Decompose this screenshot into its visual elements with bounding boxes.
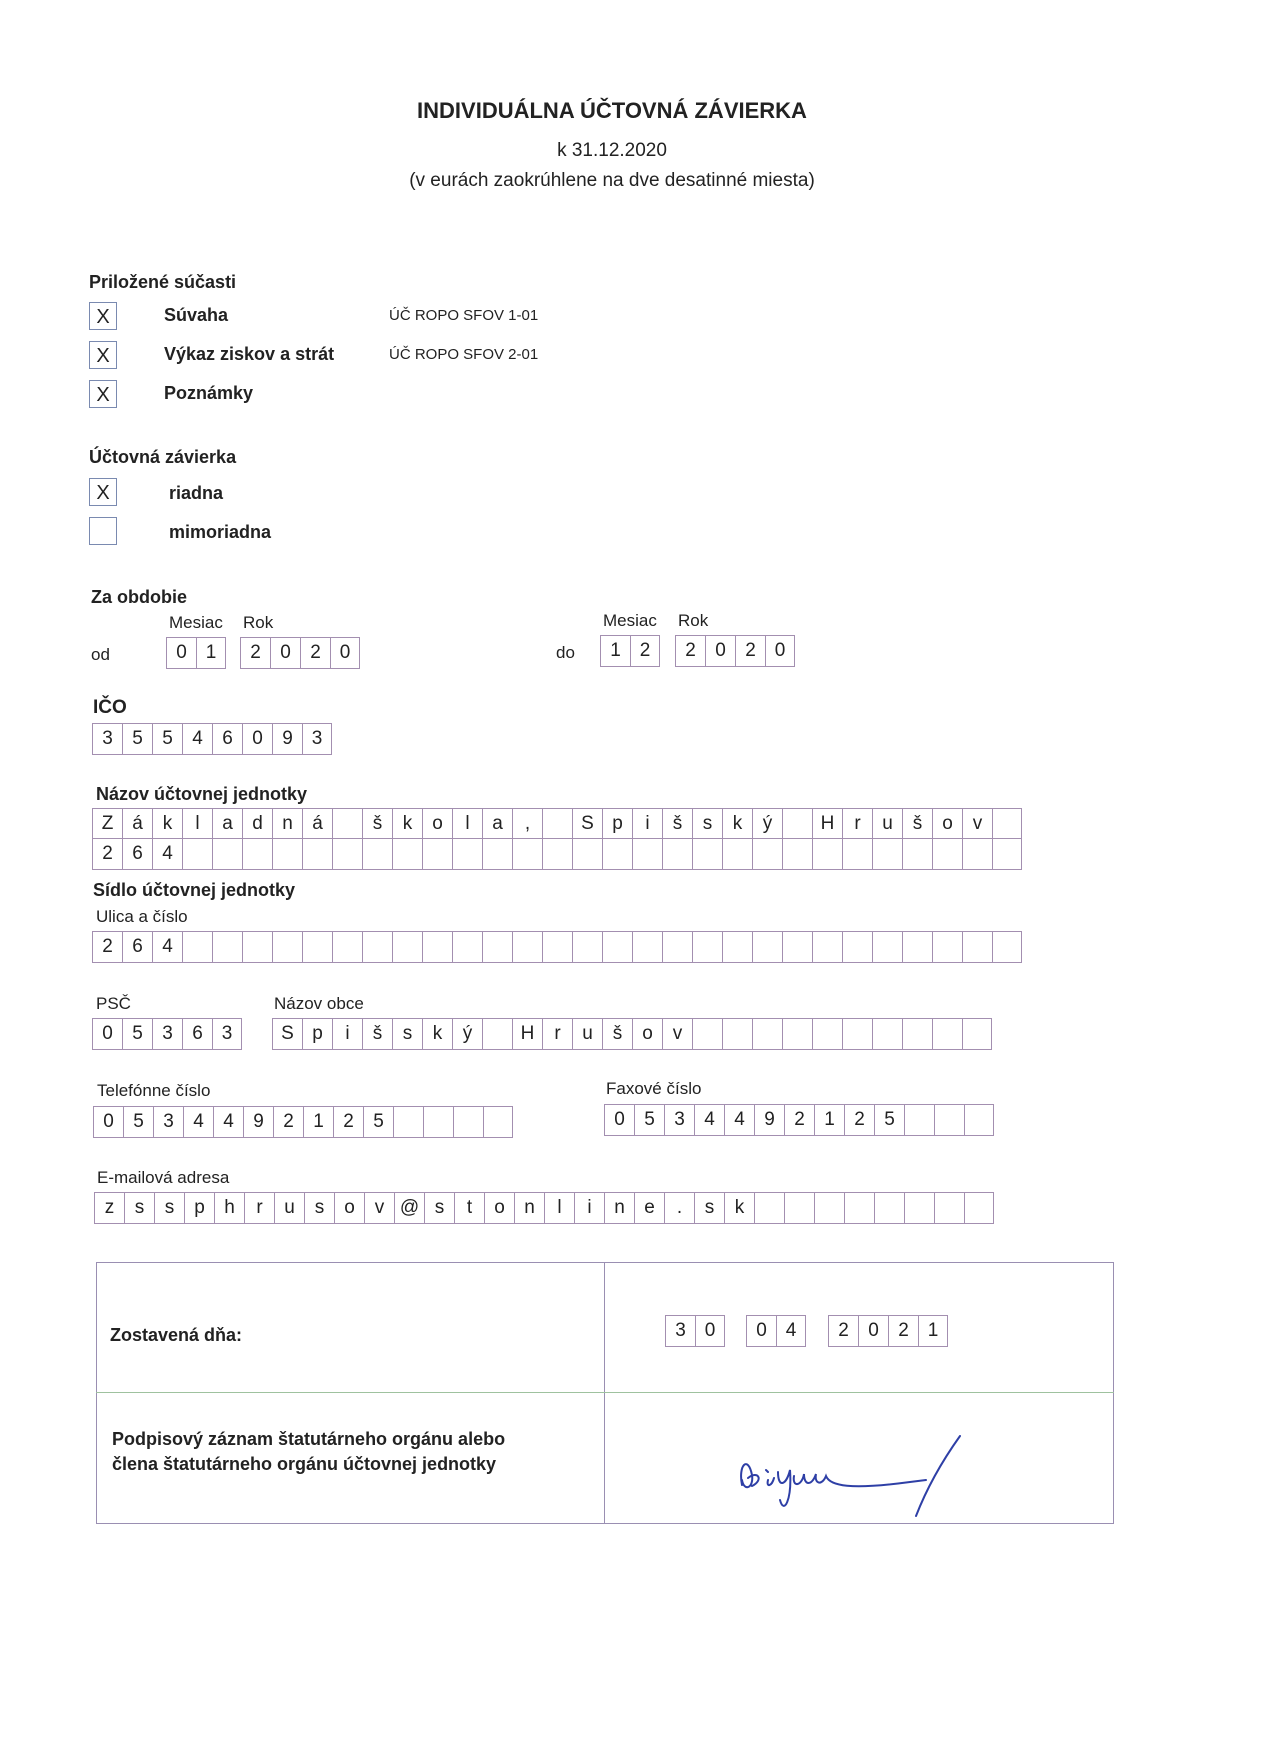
char-cell[interactable] [422,931,452,963]
char-cell[interactable]: 9 [272,723,302,755]
char-cell[interactable] [482,1018,512,1050]
char-cell[interactable]: 0 [765,635,795,667]
attachment-label-vykaz: Výkaz ziskov a strát [164,344,335,364]
char-cell[interactable] [212,931,242,963]
char-cell[interactable]: š [662,808,692,840]
entity-name-label: Názov účtovnej jednotky [96,784,308,804]
phone-field[interactable] [93,1106,513,1138]
char-cell[interactable]: š [362,808,392,840]
from-month-field[interactable] [166,637,226,669]
char-cell[interactable]: n [272,808,302,840]
char-cell[interactable]: 5 [123,1106,153,1138]
char-cell[interactable] [242,931,272,963]
char-cell[interactable]: s [424,1192,454,1224]
char-cell[interactable] [512,931,542,963]
from-month-label: Mesiac [169,613,223,632]
char-cell[interactable]: 0 [92,1018,122,1050]
char-cell[interactable]: 2 [888,1315,918,1347]
char-cell[interactable] [722,838,752,870]
char-cell[interactable]: 2 [92,931,122,963]
compiled-month-field[interactable] [746,1315,806,1347]
char-cell[interactable]: 4 [183,1106,213,1138]
char-cell[interactable]: Z [92,808,122,840]
to-month-label: Mesiac [603,611,657,630]
char-cell[interactable] [752,931,782,963]
char-cell[interactable] [844,1192,874,1224]
char-cell[interactable]: p [302,1018,332,1050]
char-cell[interactable]: 6 [122,931,152,963]
char-cell[interactable] [392,931,422,963]
char-cell[interactable]: 3 [212,1018,242,1050]
fax-label: Faxové číslo [606,1079,702,1098]
char-cell[interactable] [512,838,542,870]
char-cell[interactable] [482,838,512,870]
checkbox-vykaz[interactable]: X [89,341,117,369]
char-cell[interactable]: k [722,808,752,840]
char-cell[interactable] [812,931,842,963]
from-label: od [91,645,110,664]
char-cell[interactable]: 0 [93,1106,123,1138]
char-cell[interactable]: v [662,1018,692,1050]
char-cell[interactable]: 2 [844,1104,874,1136]
char-cell[interactable]: r [542,1018,572,1050]
char-cell[interactable]: a [482,808,512,840]
compiled-day-field[interactable] [665,1315,725,1347]
char-cell[interactable]: 1 [196,637,226,669]
char-cell[interactable]: 2 [273,1106,303,1138]
char-cell[interactable]: 2 [630,635,660,667]
char-cell[interactable] [632,838,662,870]
char-cell[interactable]: i [332,1018,362,1050]
seat-heading: Sídlo účtovnej jednotky [93,880,296,900]
char-cell[interactable] [452,838,482,870]
char-cell[interactable]: 0 [858,1315,888,1347]
char-cell[interactable]: 2 [735,635,765,667]
char-cell[interactable]: š [602,1018,632,1050]
char-cell[interactable]: 4 [152,838,182,870]
char-cell[interactable]: e [634,1192,664,1224]
char-cell[interactable]: p [184,1192,214,1224]
signature-image [730,1430,980,1520]
char-cell[interactable]: 0 [166,637,196,669]
char-cell[interactable] [362,838,392,870]
char-cell[interactable]: 1 [918,1315,948,1347]
char-cell[interactable] [242,838,272,870]
char-cell[interactable] [452,931,482,963]
char-cell[interactable] [754,1192,784,1224]
char-cell[interactable]: á [122,808,152,840]
street-label: Ulica a číslo [96,907,188,926]
char-cell[interactable]: l [452,808,482,840]
attachment-label-poznamky: Poznámky [164,383,254,403]
char-cell[interactable]: 5 [874,1104,904,1136]
char-cell[interactable] [962,931,992,963]
checkbox-suvaha[interactable]: X [89,302,117,330]
char-cell[interactable]: l [182,808,212,840]
char-cell[interactable]: 5 [634,1104,664,1136]
char-cell[interactable]: d [242,808,272,840]
char-cell[interactable]: 2 [333,1106,363,1138]
compiled-date-label: Zostavená dňa: [110,1325,243,1345]
char-cell[interactable] [842,838,872,870]
char-cell[interactable]: s [694,1192,724,1224]
char-cell[interactable] [752,838,782,870]
entity-name-row2[interactable] [92,838,1022,870]
char-cell[interactable] [812,838,842,870]
char-cell[interactable]: s [124,1192,154,1224]
char-cell[interactable] [272,838,302,870]
char-cell[interactable] [902,1018,932,1050]
char-cell[interactable] [992,808,1022,840]
char-cell[interactable]: š [902,808,932,840]
attachments-heading: Priložené súčasti [89,272,237,292]
char-cell[interactable] [722,1018,752,1050]
char-cell[interactable]: š [362,1018,392,1050]
char-cell[interactable] [662,838,692,870]
char-cell[interactable] [332,931,362,963]
option-label-riadna: riadna [169,483,224,503]
char-cell[interactable] [992,931,1022,963]
signature-label-line1: Podpisový záznam štatutárneho orgánu alebo [112,1429,506,1449]
char-cell[interactable]: u [572,1018,602,1050]
currency-note: (v eurách zaokrúhlene na dve desatinné miesta) [409,170,815,191]
option-label-mimoriadna: mimoriadna [169,522,272,542]
char-cell[interactable]: 4 [776,1315,806,1347]
char-cell[interactable]: 9 [754,1104,784,1136]
checkbox-mimoriadna[interactable] [89,517,117,545]
compiled-year-field[interactable] [828,1315,948,1347]
char-cell[interactable] [722,931,752,963]
char-cell[interactable] [542,808,572,840]
attachment-code-vykaz: ÚČ ROPO SFOV 2-01 [389,346,539,363]
char-cell[interactable] [362,931,392,963]
char-cell[interactable]: 0 [705,635,735,667]
checkbox-riadna[interactable]: X [89,478,117,506]
char-cell[interactable] [272,931,302,963]
char-cell[interactable] [393,1106,423,1138]
char-cell[interactable] [934,1192,964,1224]
char-cell[interactable]: 4 [213,1106,243,1138]
char-cell[interactable]: 0 [604,1104,634,1136]
char-cell[interactable]: H [512,1018,542,1050]
char-cell[interactable]: 2 [240,637,270,669]
char-cell[interactable]: 3 [153,1106,183,1138]
char-cell[interactable]: 5 [122,723,152,755]
char-cell[interactable] [812,1018,842,1050]
period-heading: Za obdobie [91,587,187,607]
city-field[interactable] [272,1018,992,1050]
char-cell[interactable]: r [842,808,872,840]
char-cell[interactable] [662,931,692,963]
char-cell[interactable] [904,1104,934,1136]
char-cell[interactable]: 4 [694,1104,724,1136]
char-cell[interactable]: 3 [664,1104,694,1136]
char-cell[interactable] [182,838,212,870]
char-cell[interactable] [542,931,572,963]
char-cell[interactable]: 3 [92,723,122,755]
char-cell[interactable]: v [962,808,992,840]
char-cell[interactable] [872,838,902,870]
char-cell[interactable]: 3 [665,1315,695,1347]
char-cell[interactable]: 2 [92,838,122,870]
char-cell[interactable]: ý [452,1018,482,1050]
char-cell[interactable] [212,838,242,870]
char-cell[interactable] [934,1104,964,1136]
char-cell[interactable]: u [872,808,902,840]
char-cell[interactable] [964,1104,994,1136]
char-cell[interactable] [782,808,812,840]
email-label: E-mailová adresa [97,1168,230,1187]
char-cell[interactable] [332,808,362,840]
checkbox-poznamky[interactable]: X [89,380,117,408]
char-cell[interactable]: 2 [300,637,330,669]
to-year-label: Rok [678,611,709,630]
footer-divider-vertical [604,1262,605,1524]
char-cell[interactable]: z [94,1192,124,1224]
char-cell[interactable] [182,931,212,963]
char-cell[interactable]: r [244,1192,274,1224]
psc-field[interactable] [92,1018,242,1050]
char-cell[interactable] [932,931,962,963]
char-cell[interactable] [782,931,812,963]
char-cell[interactable] [872,1018,902,1050]
char-cell[interactable]: H [812,808,842,840]
char-cell[interactable] [572,838,602,870]
char-cell[interactable]: u [274,1192,304,1224]
char-cell[interactable]: 3 [302,723,332,755]
email-field[interactable] [94,1192,994,1224]
char-cell[interactable]: S [272,1018,302,1050]
char-cell[interactable]: 4 [724,1104,754,1136]
char-cell[interactable] [902,838,932,870]
char-cell[interactable]: @ [394,1192,424,1224]
char-cell[interactable] [932,1018,962,1050]
from-year-label: Rok [243,613,274,632]
document-title: INDIVIDUÁLNA ÚČTOVNÁ ZÁVIERKA [417,98,807,123]
char-cell[interactable]: 0 [330,637,360,669]
char-cell[interactable]: 4 [182,723,212,755]
char-cell[interactable] [932,838,962,870]
char-cell[interactable] [842,931,872,963]
char-cell[interactable]: 5 [363,1106,393,1138]
char-cell[interactable]: . [664,1192,694,1224]
char-cell[interactable] [602,838,632,870]
ico-field[interactable] [92,723,332,755]
char-cell[interactable] [422,838,452,870]
to-month-field[interactable] [600,635,660,667]
city-label: Názov obce [274,994,364,1013]
phone-label: Telefónne číslo [97,1081,211,1100]
char-cell[interactable]: 2 [675,635,705,667]
char-cell[interactable]: i [632,808,662,840]
char-cell[interactable]: l [544,1192,574,1224]
char-cell[interactable]: 1 [303,1106,333,1138]
char-cell[interactable]: s [692,808,722,840]
char-cell[interactable] [572,931,602,963]
char-cell[interactable] [842,1018,872,1050]
char-cell[interactable]: 5 [122,1018,152,1050]
street-field[interactable] [92,931,1022,963]
char-cell[interactable] [632,931,662,963]
char-cell[interactable]: 4 [152,931,182,963]
char-cell[interactable] [423,1106,453,1138]
char-cell[interactable]: o [484,1192,514,1224]
char-cell[interactable]: k [422,1018,452,1050]
char-cell[interactable] [392,838,422,870]
char-cell[interactable]: n [514,1192,544,1224]
char-cell[interactable]: 3 [152,1018,182,1050]
char-cell[interactable]: 0 [270,637,300,669]
char-cell[interactable] [302,931,332,963]
fax-field[interactable] [604,1104,994,1136]
char-cell[interactable] [874,1192,904,1224]
to-year-field[interactable] [675,635,795,667]
attachment-code-suvaha: ÚČ ROPO SFOV 1-01 [389,307,539,324]
char-cell[interactable] [482,931,512,963]
char-cell[interactable]: k [724,1192,754,1224]
char-cell[interactable]: S [572,808,602,840]
char-cell[interactable]: , [512,808,542,840]
char-cell[interactable]: o [632,1018,662,1050]
char-cell[interactable]: a [212,808,242,840]
char-cell[interactable] [692,1018,722,1050]
char-cell[interactable] [814,1192,844,1224]
char-cell[interactable] [782,838,812,870]
char-cell[interactable] [483,1106,513,1138]
char-cell[interactable] [964,1192,994,1224]
to-label: do [556,643,575,662]
char-cell[interactable]: i [574,1192,604,1224]
char-cell[interactable] [602,931,632,963]
psc-label: PSČ [96,994,131,1013]
signature-label-line2: člena štatutárneho orgánu účtovnej jednotky [112,1454,497,1474]
statement-type-heading: Účtovná závierka [89,447,237,467]
char-cell[interactable]: 2 [828,1315,858,1347]
attachment-label-suvaha: Súvaha [164,305,229,325]
char-cell[interactable] [542,838,572,870]
char-cell[interactable]: 0 [242,723,272,755]
char-cell[interactable] [992,838,1022,870]
char-cell[interactable] [692,931,722,963]
footer-divider-horizontal [96,1392,1114,1393]
char-cell[interactable]: 9 [243,1106,273,1138]
char-cell[interactable]: 0 [695,1315,725,1347]
char-cell[interactable]: s [304,1192,334,1224]
char-cell[interactable]: 0 [746,1315,776,1347]
char-cell[interactable] [752,1018,782,1050]
char-cell[interactable]: o [932,808,962,840]
char-cell[interactable] [904,1192,934,1224]
entity-name-row1[interactable] [92,808,1022,840]
char-cell[interactable] [692,838,722,870]
char-cell[interactable]: á [302,808,332,840]
char-cell[interactable]: k [152,808,182,840]
char-cell[interactable]: n [604,1192,634,1224]
char-cell[interactable] [872,931,902,963]
char-cell[interactable]: 6 [212,723,242,755]
char-cell[interactable]: p [602,808,632,840]
char-cell[interactable]: h [214,1192,244,1224]
char-cell[interactable]: s [154,1192,184,1224]
char-cell[interactable]: t [454,1192,484,1224]
char-cell[interactable]: 1 [814,1104,844,1136]
char-cell[interactable] [332,838,362,870]
char-cell[interactable]: o [334,1192,364,1224]
char-cell[interactable]: 2 [784,1104,814,1136]
char-cell[interactable] [453,1106,483,1138]
char-cell[interactable] [302,838,332,870]
char-cell[interactable]: o [422,808,452,840]
char-cell[interactable] [902,931,932,963]
char-cell[interactable]: 5 [152,723,182,755]
char-cell[interactable]: ý [752,808,782,840]
from-year-field[interactable] [240,637,360,669]
char-cell[interactable]: 6 [182,1018,212,1050]
ico-label: IČO [93,697,127,718]
char-cell[interactable]: 1 [600,635,630,667]
char-cell[interactable]: v [364,1192,394,1224]
char-cell[interactable]: 6 [122,838,152,870]
char-cell[interactable] [962,838,992,870]
reporting-date: k 31.12.2020 [557,140,667,161]
char-cell[interactable]: k [392,808,422,840]
char-cell[interactable]: s [392,1018,422,1050]
char-cell[interactable] [962,1018,992,1050]
char-cell[interactable] [784,1192,814,1224]
char-cell[interactable] [782,1018,812,1050]
